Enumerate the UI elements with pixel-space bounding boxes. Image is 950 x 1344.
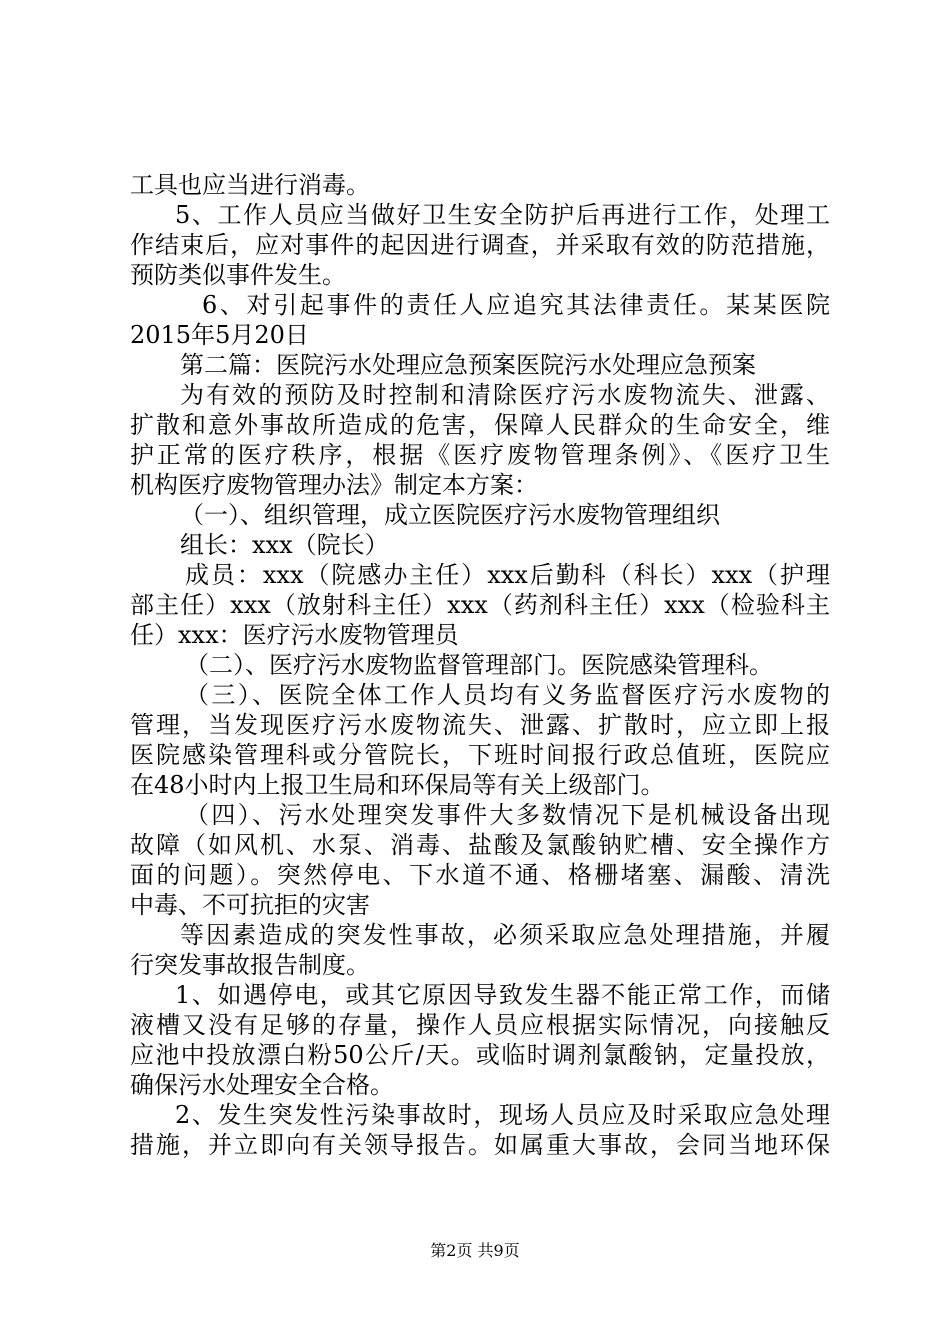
text-line: 等因素造成的突发性事故，必须采取应急处理措施，并履 xyxy=(180,921,830,949)
text-line: 护正常的医疗秩序，根据《医疗废物管理条例》、《医疗卫生 xyxy=(130,441,830,469)
text-line: （一）、组织管理，成立医院医疗污水废物管理组织 xyxy=(180,501,720,529)
text-line: （二）、医疗污水废物监督管理部门。医院感染管理科。 xyxy=(185,651,773,679)
text-line: 部主任）xxx（放射科主任）xxx（药剂科主任）xxx（检验科主 xyxy=(130,591,830,619)
text-line: 液槽又没有足够的存量，操作人员应根据实际情况，向接触反 xyxy=(130,1011,830,1039)
text-line: （四）、污水处理突发事件大多数情况下是机械设备出现 xyxy=(185,801,830,829)
text-line: 机构医疗废物管理办法》制定本方案： xyxy=(130,471,538,499)
text-line: （三）、医院全体工作人员均有义务监督医疗污水废物的 xyxy=(185,681,830,709)
text-line: 行突发事故报告制度。 xyxy=(130,951,370,979)
text-line: 在48小时内上报卫生局和环保局等有关上级部门。 xyxy=(130,771,665,799)
text-line: 面的问题）。突然停电、下水道不通、格栅堵塞、漏酸、清洗 xyxy=(130,861,830,889)
text-line: 扩散和意外事故所造成的危害，保障人民群众的生命安全，维 xyxy=(130,411,830,439)
text-line: 任）xxx：医疗污水废物管理员 xyxy=(130,621,459,649)
text-line: 成员：xxx（院感办主任）xxx后勤科（科长）xxx（护理 xyxy=(185,561,830,589)
text-line: 1、如遇停电，或其它原因导致发生器不能正常工作，而储 xyxy=(175,981,830,1009)
text-line: 工具也应当进行消毒。 xyxy=(130,171,370,199)
text-line: 管理，当发现医疗污水废物流失、泄露、扩散时，应立即上报 xyxy=(130,711,830,739)
text-line: 措施，并立即向有关领导报告。如属重大事故，会同当地环保 xyxy=(130,1131,830,1159)
text-line: 6、对引起事件的责任人应追究其法律责任。某某医院 xyxy=(202,291,830,319)
text-line: 预防类似事件发生。 xyxy=(130,261,346,289)
text-line: 故障（如风机、水泵、消毒、盐酸及氯酸钠贮槽、安全操作方 xyxy=(130,831,830,859)
text-line: 5、工作人员应当做好卫生安全防护后再进行工作，处理工 xyxy=(175,201,830,229)
text-line: 应池中投放漂白粉50公斤/天。或临时调剂氯酸钠，定量投放， xyxy=(130,1041,830,1069)
text-line: 医院感染管理科或分管院长，下班时间报行政总值班，医院应 xyxy=(130,741,830,769)
text-line: 为有效的预防及时控制和清除医疗污水废物流失、泄露、 xyxy=(180,381,830,409)
text-line: 中毒、不可抗拒的灾害 xyxy=(130,891,370,919)
text-line: 组长：xxx（院长） xyxy=(180,531,389,559)
text-line: 2、发生突发性污染事故时，现场人员应及时采取应急处理 xyxy=(175,1101,830,1129)
page-number-footer: 第2页 共9页 xyxy=(430,1241,520,1260)
text-line: 作结束后，应对事件的起因进行调查，并采取有效的防范措施， xyxy=(130,231,830,259)
text-line: 第二篇：医院污水处理应急预案医院污水处理应急预案 xyxy=(180,351,756,379)
text-line: 确保污水处理安全合格。 xyxy=(130,1071,394,1099)
text-line: 2015年5月20日 xyxy=(130,321,309,349)
